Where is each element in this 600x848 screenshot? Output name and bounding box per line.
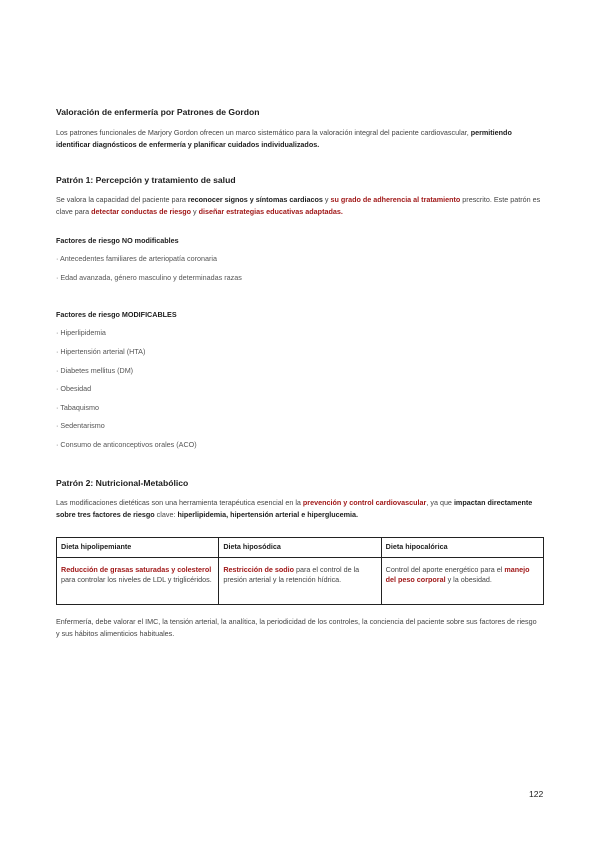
list-item: · Obesidad	[56, 384, 92, 393]
table-header: Dieta hipolipemiante	[57, 538, 219, 558]
p1-bold: reconocer signos y síntomas cardiacos	[187, 195, 323, 204]
table-header: Dieta hiposódica	[219, 538, 381, 558]
p2-red: prevención y control cardiovascular	[302, 498, 427, 507]
p1-mid3: y	[191, 206, 199, 216]
intro-bold: permitiendo identificar diagnósticos de enfermería y planificar cuidados individualizados.	[56, 128, 512, 149]
cell-text: para controlar los niveles de LDL y triglicéridos.	[61, 575, 212, 584]
list-item: · Consumo de anticonceptivos orales (ACO)	[56, 440, 197, 449]
closing-paragraph: Enfermería, debe valorar el IMC, la tensión arterial, la analítica, la periodicidad de los controles, la conciencia del paciente sobre sus factores de riesgo y sus hábitos alimenticios habituales.	[56, 617, 537, 638]
p2-bold1: impactan directamente sobre tres factores de riesgo	[56, 498, 533, 519]
p1-text: Se valora la capacidad del paciente para	[56, 195, 188, 204]
p1-red3: diseñar estrategias educativas adaptadas.	[198, 206, 343, 216]
table-cell	[57, 558, 219, 605]
pattern2-paragraph	[56, 497, 542, 520]
table-header-row	[57, 538, 544, 558]
pattern2-heading: Patrón 2: Nutricional-Metabólico	[56, 478, 189, 488]
cell-red: Reducción de grasas saturadas y colesterol	[61, 565, 212, 574]
list-item: · Antecedentes familiares de arteriopatía coronaria	[56, 254, 218, 263]
p1-red2: detectar conductas de riesgo	[91, 206, 192, 216]
cell-red: Restricción de sodio	[223, 565, 295, 574]
list-item: · Hipertensión arterial (HTA)	[56, 347, 146, 356]
list-item: · Sedentarismo	[56, 421, 105, 430]
p2-mid2: clave:	[154, 509, 178, 519]
list-item: · Diabetes mellitus (DM)	[56, 366, 134, 375]
diet-table	[56, 537, 544, 605]
pattern1-heading: Patrón 1: Percepción y tratamiento de salud	[56, 175, 236, 185]
list-item: · Tabaquismo	[56, 403, 100, 412]
table-row	[57, 558, 544, 605]
intro-paragraph	[56, 127, 542, 150]
table-cell	[219, 558, 381, 605]
p2-text: Las modificaciones dietéticas son una herramienta terapéutica esencial en la	[56, 498, 303, 507]
cell-text: para el control de la presión arterial y la retención hídrica.	[223, 565, 360, 584]
list-item: · Hiperlipidemia	[56, 328, 106, 337]
pattern1-paragraph	[56, 194, 542, 217]
table-cell	[381, 558, 543, 605]
nonmod-heading: Factores de riesgo NO modificables	[56, 236, 179, 245]
cell-red: manejo del peso corporal	[385, 565, 530, 584]
page-number: 122	[529, 789, 544, 799]
cell-text: Control del aporte energético para el	[385, 565, 505, 574]
mod-heading: Factores de riesgo MODIFICABLES	[56, 310, 177, 319]
p2-bold2: hiperlipidemia, hipertensión arterial e hiperglucemia.	[177, 509, 358, 519]
p1-mid2: prescrito. Este patrón es clave para	[56, 195, 541, 216]
p1-mid: y	[322, 195, 331, 204]
p2-mid: , ya que	[426, 498, 454, 507]
list-item: · Edad avanzada, género masculino y determinadas razas	[56, 273, 242, 282]
p1-red1: su grado de adherencia al tratamiento	[330, 195, 461, 204]
intro-text: Los patrones funcionales de Marjory Gordon ofrecen un marco sistemático para la valoración integral del paciente cardiovascular,	[56, 128, 471, 137]
page-title: Valoración de enfermería por Patrones de Gordon	[56, 107, 260, 117]
cell-text: y la obesidad.	[445, 575, 492, 584]
table-header: Dieta hipocalórica	[381, 538, 543, 558]
